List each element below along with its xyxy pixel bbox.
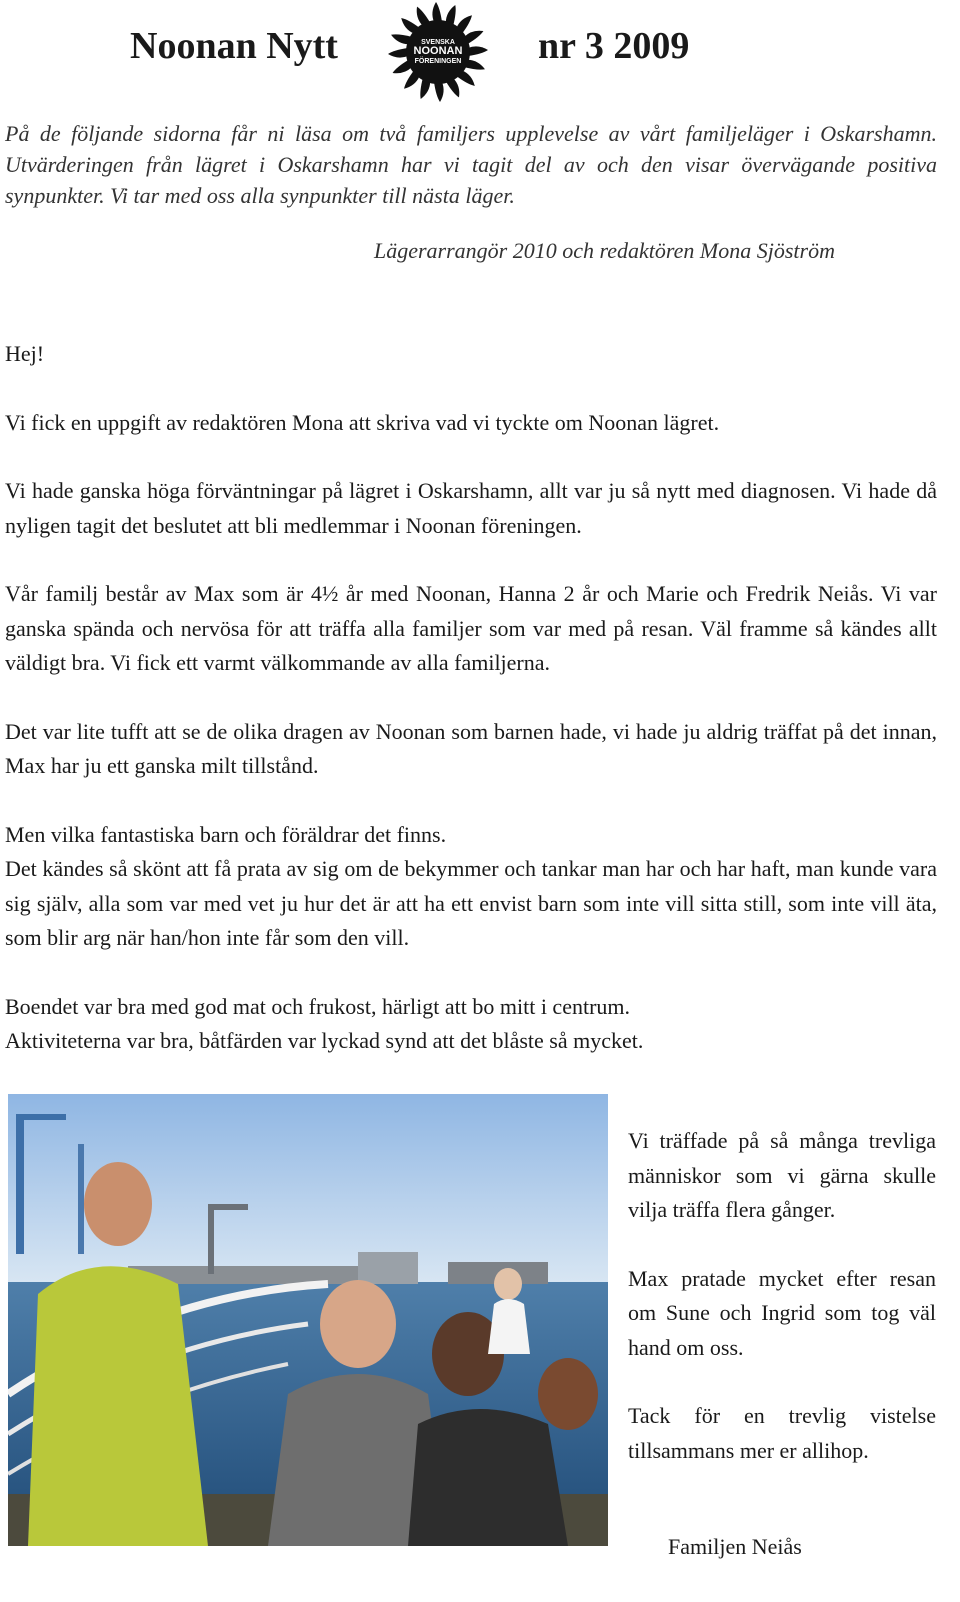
issue-number: nr 3 2009 — [538, 25, 690, 67]
side-paragraph-2: Max pratade mycket efter resan om Sune och Ingrid som tog väl hand om oss. — [628, 1265, 936, 1360]
side-paragraph-1: Vi träffade på så många trevliga människor som vi gärna skulle vilja träffa flera gånger. — [628, 1128, 936, 1222]
logo-line-3: FÖRENINGEN — [414, 57, 462, 65]
body-paragraph-5b: Det kändes så skönt att få prata av sig om de bekymmer och tankar man har och har haft, man kunde vara sig själv, alla som var med vet ju hur det är att ha ett envist barn som inte vill sitta still, som inte vill äta, som blir arg när han/hon inte får som den vill. — [5, 856, 937, 950]
side-column — [628, 1124, 936, 1502]
greeting: Hej! — [5, 341, 45, 366]
intro-signoff: Lägerarrangör 2010 och redaktören Mona Sjöström — [374, 238, 835, 263]
logo-line-2: NOONAN — [413, 45, 463, 58]
body-paragraph-6a: Boendet var bra med god mat och frukost, härligt att bo mitt i centrum. — [5, 993, 631, 1019]
sun-logo — [384, 0, 492, 104]
body-paragraph-4: Det var lite tufft att se de olika dragen av Noonan som barnen hade, vi hade ju aldrig träffat på det innan, Max har ju ett ganska milt tillstånd. — [5, 718, 937, 778]
body-paragraph-2: Vi hade ganska höga förväntningar på lägret i Oskarshamn, allt var ju så nytt med diagnosen. Vi hade då nyligen tagit det beslutet att bli medlemmar i Noonan föreningen. — [5, 478, 937, 538]
body-paragraph-1: Vi fick en uppgift av redaktören Mona att skriva vad vi tyckte om Noonan lägret. — [5, 409, 720, 435]
body-paragraph-6b: Aktiviteterna var bra, båtfärden var lyckad synd att det blåste så mycket. — [5, 1028, 644, 1053]
newsletter-header — [0, 0, 960, 110]
signature: Familjen Neiås — [668, 1534, 802, 1559]
letter-body — [5, 337, 937, 1093]
body-paragraph-3: Vår familj består av Max som är 4½ år med Noonan, Hanna 2 år och Marie och Fredrik Neiås. Vi var ganska spända och nervösa för att träffa alla familjer som var med på resan. Väl framme så kändes allt väldigt bra. Vi fick ett varmt välkommande av alla familjerna. — [5, 581, 937, 675]
boat-trip-photo-image — [8, 1094, 608, 1546]
logo-line-1: SVENSKA — [421, 38, 455, 46]
side-paragraph-3: Tack för en trevlig vistelse tillsammans mer er allihop. — [628, 1403, 936, 1463]
logo-lettering — [384, 0, 492, 104]
boat-trip-photo — [8, 1094, 608, 1546]
newsletter-title: Noonan Nytt — [130, 25, 338, 67]
intro-paragraph: På de följande sidorna får ni läsa om två familjers upplevelse av vårt familjeläger i Oskarshamn. Utvärderingen från lägret i Oskarshamn har vi tagit del av och den visar övervägande positiva synpunkter. Vi tar med oss alla synpunkter till nästa läger. — [5, 121, 937, 208]
body-paragraph-5a: Men vilka fantastiska barn och föräldrar det finns. — [5, 821, 447, 847]
